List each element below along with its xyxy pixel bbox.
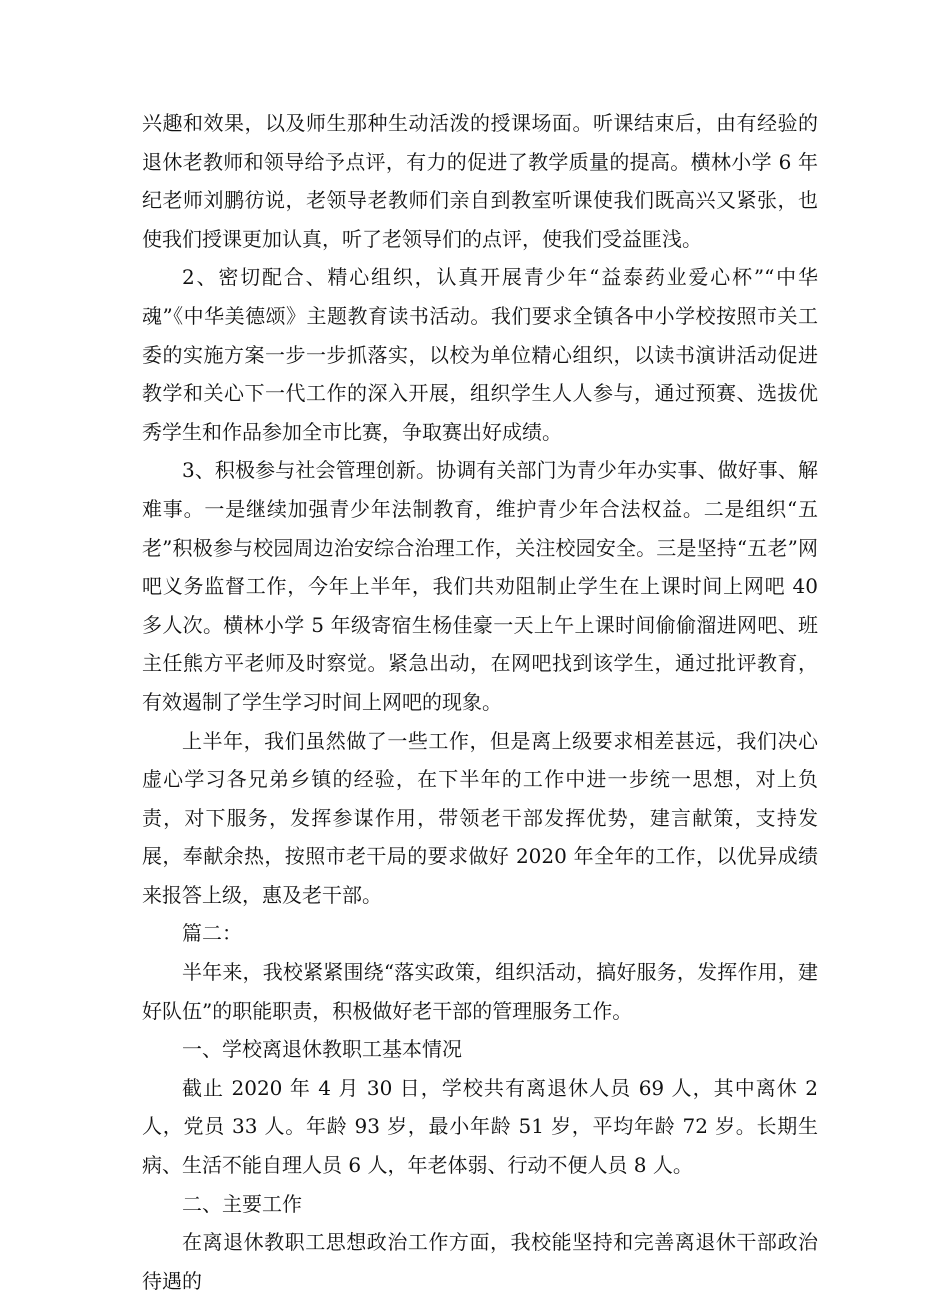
section-heading-basic-info: 一、学校离退休教职工基本情况 [182,1037,462,1062]
paragraph-6: 截止 2020 年 4 月 30 日，学校共有离退休人员 69 人，其中离休 2 人，党员 33 人。年龄 93 岁，最小年龄 51 岁，平均年龄 72 岁。长期生病、生活不能自理人员 6 人，年老体弱、行动不便人员 8 人。 [142,1075,818,1178]
paragraph-1: 兴趣和效果，以及师生那种生动活泼的授课场面。听课结束后，由有经验的退休老教师和领导给予点评，有力的促进了教学质量的提高。横林小学 6 年纪老师刘鹏彷说，老领导老教师们亲自到教室听课使我们既高兴又紧张，也使我们授课更加认真，听了老领导们的点评，使我们受益匪浅。 [142,111,818,251]
paragraph-2: 2、密切配合、精心组织，认真开展青少年“益泰药业爱心杯”“中华魂”《中华美德颂》主题教育读书活动。我们要求全镇各中小学校按照市关工委的实施方案一步一步抓落实，以校为单位精心组织，以读书演讲活动促进教学和关心下一代工作的深入开展，组织学生人人参与，通过预赛、选拔优秀学生和作品参加全市比赛，争取赛出好成绩。 [142,265,818,444]
section-heading-main-work: 二、主要工作 [182,1191,302,1216]
paragraph-7: 在离退休教职工思想政治工作方面，我校能坚持和完善离退休干部政治待遇的 [142,1230,818,1293]
paragraph-5: 半年来，我校紧紧围绕“落实政策，组织活动，搞好服务，发挥作用，建好队伍”的职能职责，积极做好老干部的管理服务工作。 [142,960,818,1023]
paragraph-3: 3、积极参与社会管理创新。协调有关部门为青少年办实事、做好事、解难事。一是继续加强青少年法制教育，维护青少年合法权益。二是组织“五老”积极参与校园周边治安综合治理工作，关注校园安全。三是坚持“五老”网吧义务监督工作，今年上半年，我们共劝阻制止学生在上课时间上网吧 40 多人次。横林小学 5 年级寄宿生杨佳豪一天上午上课时间偷偷溜进网吧、班主任熊方平老师及时察觉。紧急出动，在网吧找到该学生，通过批评教育，有效遏制了学生学习时间上网吧的现象。 [142,458,818,714]
section-heading-part-two: 篇二： [182,921,242,946]
paragraph-4: 上半年，我们虽然做了一些工作，但是离上级要求相差甚远，我们决心虚心学习各兄弟乡镇的经验，在下半年的工作中进一步统一思想，对上负责，对下服务，发挥参谋作用，带领老干部发挥优势，建言献策，支持发展，奉献余热，按照市老干局的要求做好 2020 年全年的工作，以优异成绩来报答上级，惠及老干部。 [142,728,818,907]
document-body [142,104,818,1300]
